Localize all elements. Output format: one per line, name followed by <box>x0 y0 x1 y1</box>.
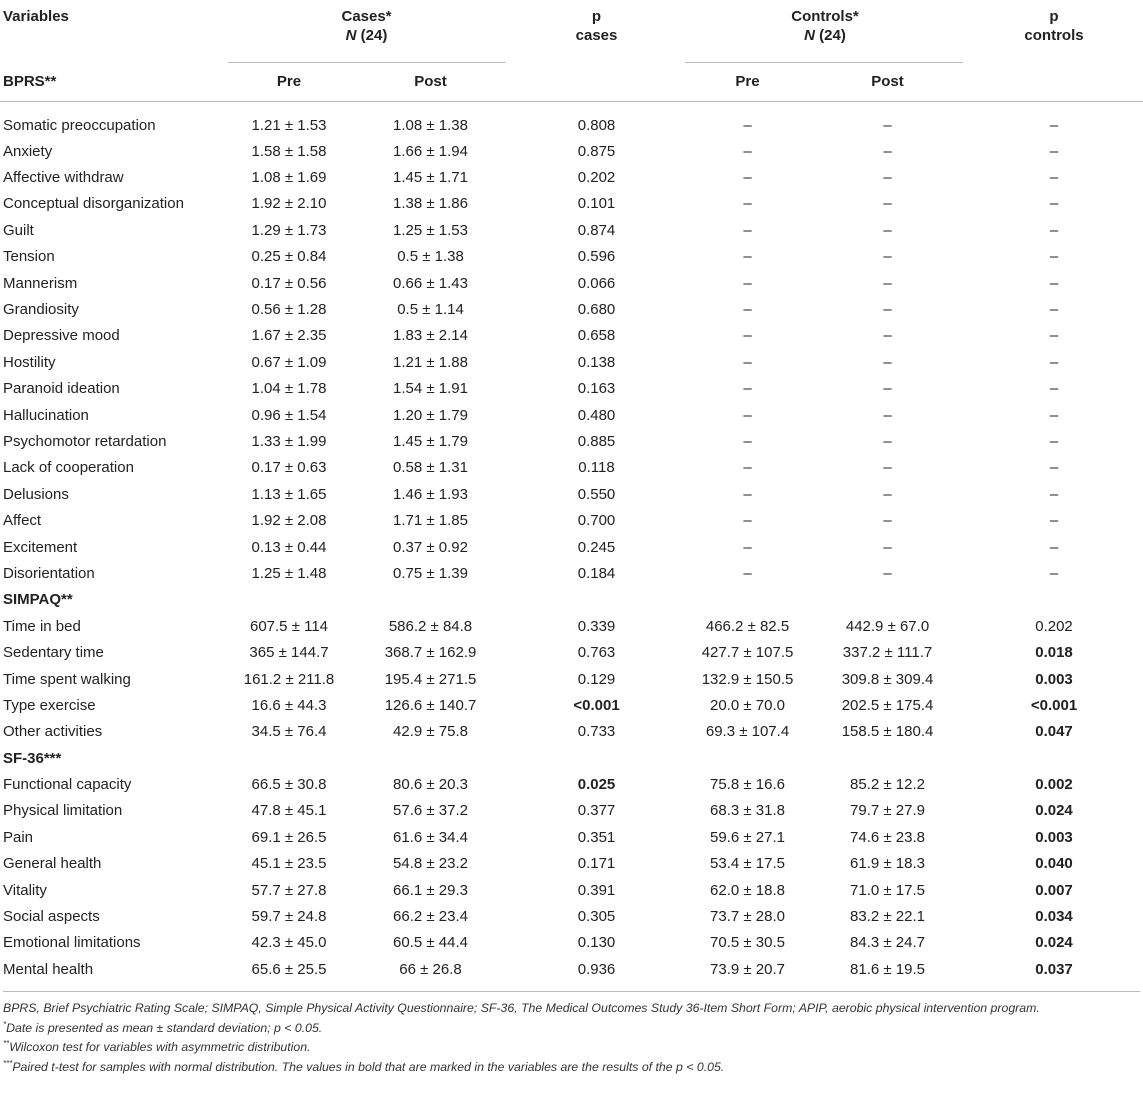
variable-label: Grandiosity <box>3 301 79 319</box>
variable-label: Affect <box>3 512 42 530</box>
variable-label: Vitality <box>3 881 47 899</box>
controls-post: 79.7 ± 27.9 <box>850 802 925 820</box>
variable-label: Mental health <box>3 960 94 978</box>
p-cases: 0.874 <box>577 221 616 239</box>
controls-pre: – <box>743 274 752 292</box>
p-controls: 0.018 <box>1035 644 1073 662</box>
cases-post: 61.6 ± 34.4 <box>393 828 468 846</box>
p-controls: – <box>1049 353 1059 371</box>
cases-pre: 66.5 ± 30.8 <box>251 776 327 794</box>
controls-pre: 69.3 ± 107.4 <box>705 723 790 741</box>
p-cases: 0.808 <box>577 116 616 134</box>
cases-pre: 1.08 ± 1.69 <box>251 169 327 187</box>
variable-label: Psychomotor retardation <box>3 432 167 450</box>
cases-pre: 0.17 ± 0.63 <box>251 459 327 477</box>
controls-post: – <box>883 564 892 582</box>
variable-label: Mannerism <box>3 274 78 292</box>
section-title-simpaq: SIMPAQ** <box>3 591 73 609</box>
controls-pre: 59.6 ± 27.1 <box>710 828 785 846</box>
controls-pre: 62.0 ± 18.8 <box>710 881 785 899</box>
table-row <box>0 613 1143 639</box>
section-row-simpaq <box>0 587 1143 613</box>
controls-post: – <box>883 380 892 398</box>
table-row <box>0 428 1143 454</box>
cases-post: 60.5 ± 44.4 <box>393 934 468 952</box>
controls-pre: – <box>743 248 752 266</box>
header-cases-n-value: (24) <box>356 27 388 44</box>
table-row <box>0 507 1143 533</box>
cases-pre: 1.33 ± 1.99 <box>251 432 327 450</box>
footnote-1-mark: * <box>3 1019 7 1029</box>
controls-pre: – <box>743 169 752 187</box>
header-cases-n-letter: N <box>345 27 357 44</box>
controls-pre: 73.7 ± 28.0 <box>710 908 785 926</box>
header-p-controls-line1: p <box>1049 8 1059 25</box>
p-controls: 0.034 <box>1035 908 1073 926</box>
p-controls: 0.024 <box>1035 934 1073 952</box>
cases-post: 42.9 ± 75.8 <box>393 723 468 741</box>
cases-pre: 1.29 ± 1.73 <box>251 221 327 239</box>
p-cases: 0.480 <box>577 406 616 424</box>
variable-label: Hallucination <box>3 406 89 424</box>
variable-label: Affective withdraw <box>3 169 124 187</box>
controls-pre: 466.2 ± 82.5 <box>705 617 790 635</box>
p-cases: 0.733 <box>577 723 616 741</box>
header-controls-n-letter: N <box>804 27 816 44</box>
cases-pre: 59.7 ± 24.8 <box>251 908 327 926</box>
cases-post: 368.7 ± 162.9 <box>384 644 477 662</box>
controls-pre: – <box>743 564 752 582</box>
p-controls: 0.002 <box>1035 776 1073 794</box>
cases-post: 1.45 ± 1.79 <box>393 432 468 450</box>
variable-label: General health <box>3 855 102 873</box>
footnote-1 <box>3 1017 1140 1037</box>
controls-post: 309.8 ± 309.4 <box>841 670 934 688</box>
controls-pre: – <box>743 142 752 160</box>
controls-post: – <box>883 512 892 530</box>
cases-pre: 0.96 ± 1.54 <box>251 406 327 424</box>
controls-group-underline <box>685 62 963 63</box>
cases-post: 0.58 ± 1.31 <box>393 459 468 477</box>
p-controls: – <box>1049 564 1059 582</box>
cases-pre: 16.6 ± 44.3 <box>251 696 327 714</box>
controls-pre: – <box>743 116 752 134</box>
cases-pre: 69.1 ± 26.5 <box>251 828 327 846</box>
table-row <box>0 102 1143 139</box>
cases-pre: 365 ± 144.7 <box>249 644 329 662</box>
controls-pre: 427.7 ± 107.5 <box>701 644 794 662</box>
p-controls: 0.003 <box>1035 828 1073 846</box>
cases-post: 0.5 ± 1.38 <box>397 248 464 266</box>
controls-post: 202.5 ± 175.4 <box>841 696 934 714</box>
footnote-3-text: Paired t-test for samples with normal distribution. The values in bold that are marked in the variables are the results of the p < 0.05. <box>12 1060 725 1075</box>
controls-pre: – <box>743 485 752 503</box>
controls-pre: – <box>743 301 752 319</box>
controls-post: 442.9 ± 67.0 <box>845 617 930 635</box>
p-cases: 0.305 <box>577 908 616 926</box>
p-controls: – <box>1049 538 1059 556</box>
controls-post: – <box>883 116 892 134</box>
p-controls: – <box>1049 195 1059 213</box>
controls-post: 337.2 ± 111.7 <box>842 644 933 662</box>
controls-post: – <box>883 274 892 292</box>
p-cases: 0.658 <box>577 327 616 345</box>
table-row <box>0 903 1143 929</box>
p-cases: 0.118 <box>578 459 615 477</box>
p-cases: 0.025 <box>577 776 616 794</box>
table-row <box>0 771 1143 797</box>
cases-post: 1.71 ± 1.85 <box>393 512 468 530</box>
cases-pre: 0.13 ± 0.44 <box>251 538 327 556</box>
cases-pre: 1.92 ± 2.08 <box>251 512 327 530</box>
cases-post: 0.75 ± 1.39 <box>393 564 468 582</box>
table-body <box>0 102 1143 983</box>
variable-label: Hostility <box>3 353 56 371</box>
header-p-cases-line2: cases <box>575 27 618 44</box>
table-row <box>0 296 1143 322</box>
p-cases: 0.351 <box>577 828 616 846</box>
variable-label: Lack of cooperation <box>3 459 134 477</box>
variable-label: Somatic preoccupation <box>3 116 156 134</box>
table-row <box>0 692 1143 718</box>
cases-post: 1.54 ± 1.91 <box>393 380 468 398</box>
variable-label: Social aspects <box>3 908 100 926</box>
header-cases-pre: Pre <box>276 72 302 90</box>
cases-post: 66.2 ± 23.4 <box>393 908 468 926</box>
cases-post: 1.20 ± 1.79 <box>393 406 468 424</box>
header-cases-post: Post <box>414 72 447 90</box>
table-row <box>0 956 1143 982</box>
p-cases: 0.202 <box>577 169 616 187</box>
cases-pre: 1.13 ± 1.65 <box>251 485 327 503</box>
controls-pre: – <box>743 327 752 345</box>
header-controls-title: Controls* <box>791 8 859 25</box>
controls-post: – <box>883 301 892 319</box>
p-cases: 0.339 <box>577 617 616 635</box>
cases-pre: 1.67 ± 2.35 <box>251 327 327 345</box>
cases-post: 1.66 ± 1.94 <box>393 142 468 160</box>
cases-pre: 34.5 ± 76.4 <box>251 723 327 741</box>
table-row <box>0 323 1143 349</box>
p-cases: 0.680 <box>577 301 616 319</box>
controls-post: 84.3 ± 24.7 <box>850 934 925 952</box>
cases-post: 126.6 ± 140.7 <box>384 696 477 714</box>
cases-post: 0.5 ± 1.14 <box>397 301 464 319</box>
cases-pre: 1.92 ± 2.10 <box>251 195 327 213</box>
table-row <box>0 402 1143 428</box>
variable-label: Anxiety <box>3 142 53 160</box>
controls-pre: 70.5 ± 30.5 <box>710 934 785 952</box>
cases-post: 586.2 ± 84.8 <box>388 617 473 635</box>
variable-label: Functional capacity <box>3 776 132 794</box>
table-row <box>0 719 1143 745</box>
p-cases: 0.066 <box>577 274 616 292</box>
cases-pre: 1.21 ± 1.53 <box>251 116 327 134</box>
table-row <box>0 164 1143 190</box>
controls-pre: 132.9 ± 150.5 <box>701 670 794 688</box>
controls-post: 81.6 ± 19.5 <box>850 960 925 978</box>
p-controls: – <box>1049 116 1059 134</box>
p-controls: 0.037 <box>1035 960 1073 978</box>
p-controls: – <box>1049 485 1059 503</box>
p-cases: 0.184 <box>577 564 616 582</box>
variable-label: Time in bed <box>3 617 81 635</box>
p-cases: 0.138 <box>577 353 616 371</box>
p-controls: – <box>1049 380 1059 398</box>
controls-pre: – <box>743 353 752 371</box>
variable-label: Tension <box>3 248 55 266</box>
variable-label: Type exercise <box>3 696 96 714</box>
p-controls: 0.202 <box>1035 617 1073 635</box>
variable-label: Excitement <box>3 538 78 556</box>
cases-pre: 1.04 ± 1.78 <box>251 380 327 398</box>
table-row <box>0 798 1143 824</box>
header-p-cases-line1: p <box>591 8 602 25</box>
header-p-controls-line2: controls <box>1024 27 1084 44</box>
controls-pre: 53.4 ± 17.5 <box>710 855 785 873</box>
p-controls: 0.047 <box>1035 723 1073 741</box>
variable-label: Physical limitation <box>3 802 123 820</box>
controls-post: – <box>883 221 892 239</box>
variable-label: Conceptual disorganization <box>3 195 184 213</box>
p-cases: 0.885 <box>577 432 616 450</box>
cases-pre: 0.17 ± 0.56 <box>251 274 327 292</box>
controls-post: – <box>883 142 892 160</box>
cases-pre: 42.3 ± 45.0 <box>251 934 327 952</box>
footnote-3 <box>3 1056 1140 1076</box>
table-row <box>0 138 1143 164</box>
controls-post: 83.2 ± 22.1 <box>850 908 925 926</box>
section-title-sf36: SF-36*** <box>3 749 62 767</box>
variable-label: Depressive mood <box>3 327 120 345</box>
controls-post: 74.6 ± 23.8 <box>850 828 925 846</box>
p-cases: 0.171 <box>577 855 616 873</box>
p-cases: 0.700 <box>577 512 616 530</box>
controls-post: – <box>883 432 892 450</box>
p-cases: 0.377 <box>577 802 616 820</box>
p-controls: 0.003 <box>1035 670 1073 688</box>
header-cases-title: Cases* <box>341 8 392 25</box>
header-controls-n-value: (24) <box>815 27 846 44</box>
p-cases: 0.391 <box>577 881 616 899</box>
table-row <box>0 534 1143 560</box>
controls-post: – <box>883 248 892 266</box>
cases-pre: 57.7 ± 27.8 <box>251 881 327 899</box>
p-cases: 0.596 <box>577 248 616 266</box>
controls-pre: – <box>743 432 752 450</box>
footnote-2 <box>3 1036 1140 1056</box>
cases-post: 80.6 ± 20.3 <box>393 776 468 794</box>
p-controls: – <box>1049 301 1059 319</box>
p-cases: 0.101 <box>577 195 616 213</box>
controls-post: 71.0 ± 17.5 <box>850 881 925 899</box>
header-cases-n <box>225 26 508 45</box>
controls-post: – <box>883 195 892 213</box>
table-row <box>0 270 1143 296</box>
p-controls: – <box>1049 459 1059 477</box>
table-row <box>0 217 1143 243</box>
table-row <box>0 666 1143 692</box>
p-controls: – <box>1049 169 1059 187</box>
p-cases: 0.130 <box>577 934 616 952</box>
table-footnotes <box>3 991 1140 1076</box>
header-controls <box>685 0 965 61</box>
section-row-sf36 <box>0 745 1143 771</box>
controls-pre: – <box>743 406 752 424</box>
header-row-top <box>0 0 1143 61</box>
p-controls: – <box>1049 432 1059 450</box>
cases-post: 195.4 ± 271.5 <box>384 670 477 688</box>
cases-post: 0.66 ± 1.43 <box>393 274 468 292</box>
variable-label: Guilt <box>3 221 34 239</box>
p-controls: 0.040 <box>1035 855 1073 873</box>
p-controls: – <box>1049 512 1059 530</box>
p-controls: 0.007 <box>1035 881 1073 899</box>
cases-pre: 0.67 ± 1.09 <box>251 353 327 371</box>
footnote-2-mark: ** <box>3 1039 10 1049</box>
controls-post: 85.2 ± 12.2 <box>850 776 925 794</box>
p-cases: 0.875 <box>577 142 616 160</box>
p-controls: – <box>1049 274 1059 292</box>
p-cases: 0.763 <box>577 644 616 662</box>
p-cases: 0.936 <box>577 960 616 978</box>
cases-pre: 65.6 ± 25.5 <box>251 960 327 978</box>
variable-label: Disorientation <box>3 564 95 582</box>
header-variables: Variables <box>3 8 69 25</box>
controls-post: – <box>883 459 892 477</box>
variable-label: Delusions <box>3 485 69 503</box>
cases-post: 1.38 ± 1.86 <box>393 195 468 213</box>
controls-pre: 73.9 ± 20.7 <box>710 960 785 978</box>
table-row <box>0 824 1143 850</box>
table-row <box>0 191 1143 217</box>
header-controls-n <box>685 26 965 45</box>
footnote-1-text: Date is presented as mean ± standard deviation; p < 0.05. <box>6 1020 323 1035</box>
cases-post: 1.21 ± 1.88 <box>393 353 468 371</box>
p-cases: 0.163 <box>577 380 616 398</box>
table-row <box>0 481 1143 507</box>
table-row <box>0 455 1143 481</box>
cases-pre: 607.5 ± 114 <box>249 617 329 635</box>
table-row <box>0 560 1143 586</box>
cases-post: 1.45 ± 1.71 <box>393 169 468 187</box>
controls-post: – <box>883 169 892 187</box>
cases-post: 0.37 ± 0.92 <box>393 538 468 556</box>
p-controls: – <box>1049 406 1059 424</box>
cases-post: 1.83 ± 2.14 <box>393 327 468 345</box>
header-cases <box>225 0 508 61</box>
cases-pre: 47.8 ± 45.1 <box>251 802 327 820</box>
variable-label: Pain <box>3 828 34 846</box>
cases-pre: 1.58 ± 1.58 <box>251 142 327 160</box>
controls-post: 61.9 ± 18.3 <box>850 855 925 873</box>
cases-group-underline <box>228 62 506 63</box>
controls-post: 158.5 ± 180.4 <box>841 723 934 741</box>
table-row <box>0 930 1143 956</box>
controls-post: – <box>883 327 892 345</box>
controls-post: – <box>883 538 892 556</box>
controls-post: – <box>883 406 892 424</box>
p-controls: – <box>1049 221 1059 239</box>
p-cases: <0.001 <box>573 696 620 714</box>
controls-pre: – <box>743 459 752 477</box>
header-controls-post: Post <box>871 72 904 90</box>
variable-label: Sedentary time <box>3 644 104 662</box>
footnote-3-mark: *** <box>3 1058 13 1068</box>
variable-label: Paranoid ideation <box>3 380 120 398</box>
footnote-abbreviations: BPRS, Brief Psychiatric Rating Scale; SIMPAQ, Simple Physical Activity Questionnaire; SF-36, The Medical Outcomes Study 36-Item Short Form; APIP, aerobic physical intervention program. <box>3 1001 1040 1015</box>
cases-pre: 1.25 ± 1.48 <box>251 564 327 582</box>
controls-pre: 68.3 ± 31.8 <box>710 802 785 820</box>
cases-pre: 161.2 ± 211.8 <box>243 670 335 688</box>
header-p-cases <box>508 0 685 102</box>
header-controls-pre: Pre <box>735 72 760 90</box>
controls-pre: – <box>743 221 752 239</box>
cases-post: 1.46 ± 1.93 <box>393 485 468 503</box>
footnote-2-text: Wilcoxon test for variables with asymmetric distribution. <box>9 1040 311 1055</box>
table-row <box>0 376 1143 402</box>
variable-label: Other activities <box>3 723 103 741</box>
controls-pre: – <box>743 512 752 530</box>
controls-post: – <box>883 485 892 503</box>
variable-label: Time spent walking <box>3 670 131 688</box>
controls-pre: – <box>743 195 752 213</box>
controls-post: – <box>883 353 892 371</box>
p-cases: 0.245 <box>577 538 616 556</box>
p-controls: – <box>1049 248 1059 266</box>
controls-pre: – <box>743 538 752 556</box>
p-controls: – <box>1049 142 1059 160</box>
controls-pre: – <box>743 380 752 398</box>
p-controls: 0.024 <box>1035 802 1073 820</box>
table-row <box>0 877 1143 903</box>
cases-post: 66 ± 26.8 <box>399 960 462 978</box>
header-p-controls <box>965 0 1143 102</box>
p-cases: 0.550 <box>577 485 616 503</box>
p-controls: <0.001 <box>1030 696 1078 714</box>
cases-post: 54.8 ± 23.2 <box>393 855 468 873</box>
controls-pre: 75.8 ± 16.6 <box>710 776 785 794</box>
cases-pre: 45.1 ± 23.5 <box>251 855 327 873</box>
p-cases: 0.129 <box>577 670 616 688</box>
variable-label: Emotional limitations <box>3 934 141 952</box>
table-row <box>0 639 1143 665</box>
cases-post: 1.08 ± 1.38 <box>393 116 468 134</box>
controls-pre: 20.0 ± 70.0 <box>710 696 785 714</box>
p-controls: – <box>1049 327 1059 345</box>
cases-pre: 0.25 ± 0.84 <box>251 248 327 266</box>
cases-post: 1.25 ± 1.53 <box>393 221 468 239</box>
table-row <box>0 349 1143 375</box>
table-row <box>0 851 1143 877</box>
header-bprs-section: BPRS** <box>3 72 57 90</box>
cases-post: 57.6 ± 37.2 <box>393 802 468 820</box>
cases-post: 66.1 ± 29.3 <box>393 881 468 899</box>
table-row <box>0 244 1143 270</box>
cases-pre: 0.56 ± 1.28 <box>251 301 327 319</box>
